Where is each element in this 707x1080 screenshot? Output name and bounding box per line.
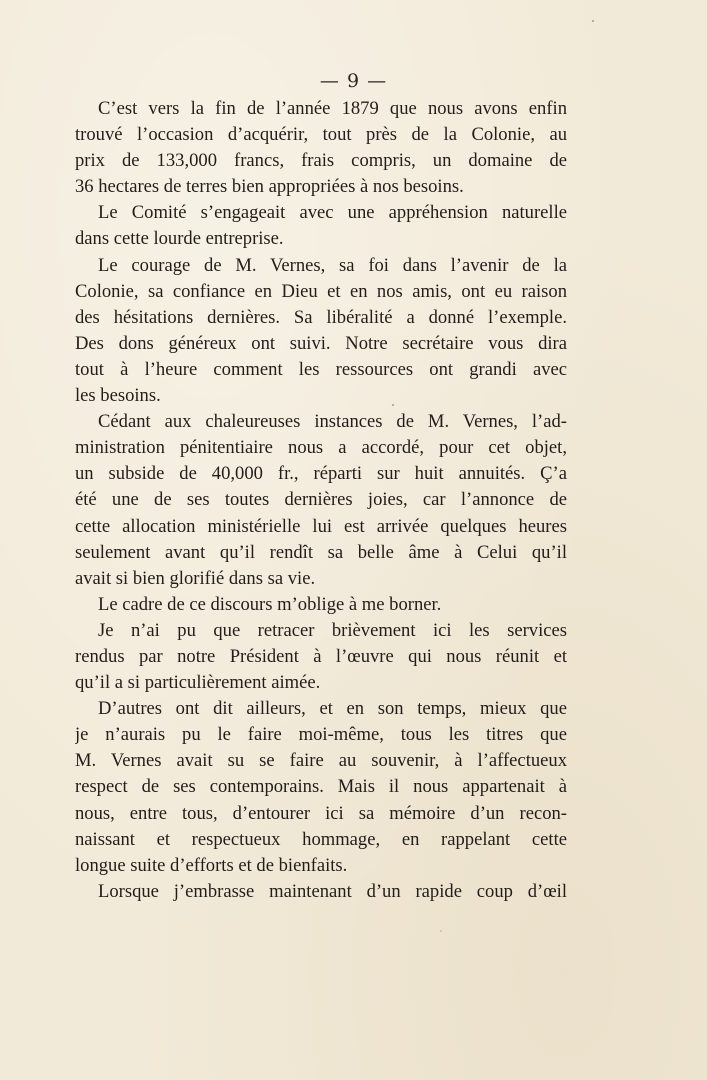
text-line: les besoins. xyxy=(75,385,161,407)
text-line: nous, entre tous, d’entourer ici sa mémoire d’un recon- xyxy=(75,802,567,824)
text-line: Le cadre de ce discours m’oblige à me borner. xyxy=(98,593,442,615)
text-line: 36 hectares de terres bien appropriées à nos besoins. xyxy=(75,176,464,198)
paragraph xyxy=(75,618,567,696)
body-text xyxy=(75,96,567,905)
text-line: Je n’ai pu que retracer brièvement ici les services xyxy=(98,619,567,641)
paragraph xyxy=(75,696,567,879)
text-line: Le Comité s’engageait avec une appréhension naturelle xyxy=(98,202,567,224)
text-line: Lorsque j’embrasse maintenant d’un rapide coup d’œil xyxy=(98,880,567,902)
paper-speck xyxy=(592,20,594,22)
text-line: longue suite d’efforts et de bienfaits. xyxy=(75,854,348,876)
paragraph xyxy=(75,879,567,905)
text-line: tout à l’heure comment les ressources ont grandi avec xyxy=(75,358,567,380)
text-line: M. Vernes avait su se faire au souvenir, à l’affectueux xyxy=(75,750,567,772)
paper-speck xyxy=(392,404,394,406)
paragraph xyxy=(75,409,567,592)
text-line: cette allocation ministérielle lui est arrivée quelques heures xyxy=(75,515,567,537)
text-line: Cédant aux chaleureuses instances de M. Vernes, l’ad- xyxy=(98,411,567,433)
paper-speck xyxy=(440,930,442,932)
text-line: ministration pénitentiaire nous a accordé, pour cet objet, xyxy=(75,437,567,459)
paragraph xyxy=(75,96,567,200)
text-line: D’autres ont dit ailleurs, et en son temps, mieux que xyxy=(98,698,567,720)
paragraph xyxy=(75,592,567,618)
text-line: un subside de 40,000 fr., réparti sur huit annuités. Ç’a xyxy=(75,463,567,485)
text-line: respect de ses contemporains. Mais il nous appartenait à xyxy=(75,776,567,798)
text-line: Le courage de M. Vernes, sa foi dans l’avenir de la xyxy=(98,254,567,276)
text-line: seulement avant qu’il rendît sa belle âme à Celui qu’il xyxy=(75,541,567,563)
text-line: C’est vers la fin de l’année 1879 que nous avons enfin xyxy=(98,98,567,119)
text-line: été une de ses toutes dernières joies, car l’annonce de xyxy=(75,489,567,511)
paragraph xyxy=(75,200,567,252)
text-line: naissant et respectueux hommage, en rappelant cette xyxy=(75,828,567,850)
text-line: Colonie, sa confiance en Dieu et en nos amis, ont eu raison xyxy=(75,280,567,302)
text-line: qu’il a si particulièrement aimée. xyxy=(75,672,321,694)
text-line: trouvé l’occasion d’acquérir, tout près de la Colonie, au xyxy=(75,124,567,146)
text-line: avait si bien glorifié dans sa vie. xyxy=(75,567,316,589)
paragraph xyxy=(75,253,567,410)
text-line: Des dons généreux ont suivi. Notre secrétaire vous dira xyxy=(75,332,567,354)
text-line: je n’aurais pu le faire moi-même, tous les titres que xyxy=(75,724,567,746)
text-line: prix de 133,000 francs, frais compris, un domaine de xyxy=(75,150,567,172)
page-number: — 9 — xyxy=(319,70,388,92)
text-line: rendus par notre Président à l’œuvre qui nous réunit et xyxy=(75,645,567,667)
text-line: dans cette lourde entreprise. xyxy=(75,228,284,250)
text-line: des hésitations dernières. Sa libéralité a donné l’exemple. xyxy=(75,306,567,328)
